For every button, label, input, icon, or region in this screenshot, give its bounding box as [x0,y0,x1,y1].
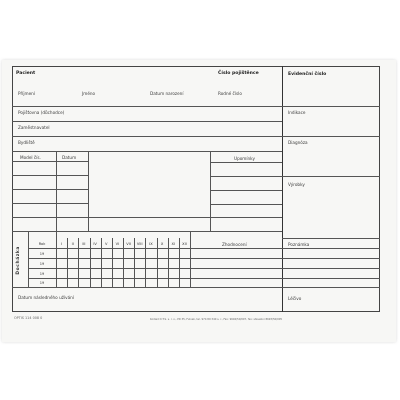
grid-month-line-1 [67,238,68,287]
grid-month-line-10 [168,238,169,287]
lenses-label: Léčivo [288,296,302,301]
remarks-header-line [210,162,282,163]
surname-label: Příjmení [18,91,35,96]
grid-row-year-4: 19 [39,281,45,285]
right-line-4 [282,238,380,239]
row-line-2 [12,121,282,122]
grid-month-line-6 [123,238,124,287]
indication-label: Indikace [288,110,306,115]
middle-row-line [88,217,282,218]
grid-month-line-8 [145,238,146,287]
grid-row-line-1 [28,258,282,259]
model-row-3 [12,203,88,204]
grid-month-line-11 [179,238,180,287]
right-line-3 [282,176,380,177]
right-line-2 [282,136,380,137]
insurer-label: Pojišťovna (důchodce) [18,110,65,115]
last-visit-label: Datum následného užívání [18,295,74,300]
model-row-1 [12,175,88,176]
date-label: Datum [62,155,77,160]
grid-month-3: III [82,242,86,246]
grid-month-line-2 [78,238,79,287]
employer-label: Zaměstnavatel [18,125,50,130]
address-label: Bydliště [18,140,35,145]
grid-month-2: II [71,242,74,246]
patient-label: Pacient [16,71,36,76]
model-row-2 [12,189,88,190]
record-no-label: Evidenční číslo [288,72,327,77]
grid-month-line-3 [90,238,91,287]
right-line-5 [282,248,380,249]
grid-row-line-2 [28,268,282,269]
printer-note: Kodiad D.T.S. s. r. o., PR 35, Fulnek, tel. 974 89 340 s. r., Fax: 9694/50/007, fax: stavebni 8693/50/005 [150,318,283,321]
birth-no-label: Rodné číslo [218,91,242,96]
grid-month-line-4 [101,238,102,287]
grid-month-line-9 [157,238,158,287]
grid-month-6: VI [115,242,120,246]
model-label: Model čís. [20,155,41,160]
grid-month-5: V [105,242,108,246]
birth-date-label: Datum narození [150,91,184,96]
row-line-4 [12,151,282,152]
findings-label: Poznámka [288,242,310,247]
main-divider [282,66,283,312]
grid-row-year-1: 19 [39,252,45,256]
row-line-3 [12,136,282,137]
grid-month-8: VIII [136,242,143,246]
remarks-label: Upomínky [234,156,255,161]
grid-top-line [12,231,282,232]
grid-month-line-7 [134,238,135,287]
row-line-1 [12,106,282,107]
grid-month-10: X [160,242,164,246]
right-line-8 [282,278,380,279]
right-line-6 [282,258,380,259]
grid-row-year-3: 19 [39,272,45,276]
date-col-line [88,151,89,231]
condition-label: Zhodnocení [222,242,247,247]
remarks-row-3 [210,204,282,205]
grid-side-label: Docházka [16,246,21,275]
grid-header-line [28,248,282,249]
grid-month-9: IX [149,242,153,246]
grid-row-year-2: 19 [39,262,45,266]
remarks-row-1 [210,176,282,177]
name-label: Jméno [82,91,96,96]
insurance-no-label: Číslo pojištěnce [218,71,259,76]
grid-month-12: XII [182,242,187,246]
right-line-9 [282,287,380,288]
grid-col-label: Rok [38,242,46,246]
grid-month-1: I [61,242,63,246]
grid-month-7: VII [126,242,131,246]
remarks-col-line [210,151,211,231]
grid-month-11: XI [171,242,175,246]
right-line-7 [282,268,380,269]
treatment-label: Výrobky [288,182,305,187]
model-col-line [56,151,57,231]
grid-month-4: IV [93,242,97,246]
model-header-line [12,161,88,162]
form-code: OPTIS 114 008 0 [14,316,43,320]
right-line-1 [282,106,380,107]
remarks-row-2 [210,190,282,191]
diagnosis-label: Diagnóza [288,140,308,145]
grid-month-line-5 [112,238,113,287]
model-row-4 [12,217,88,218]
grid-bottom-line [12,287,282,288]
grid-row-line-3 [28,278,282,279]
